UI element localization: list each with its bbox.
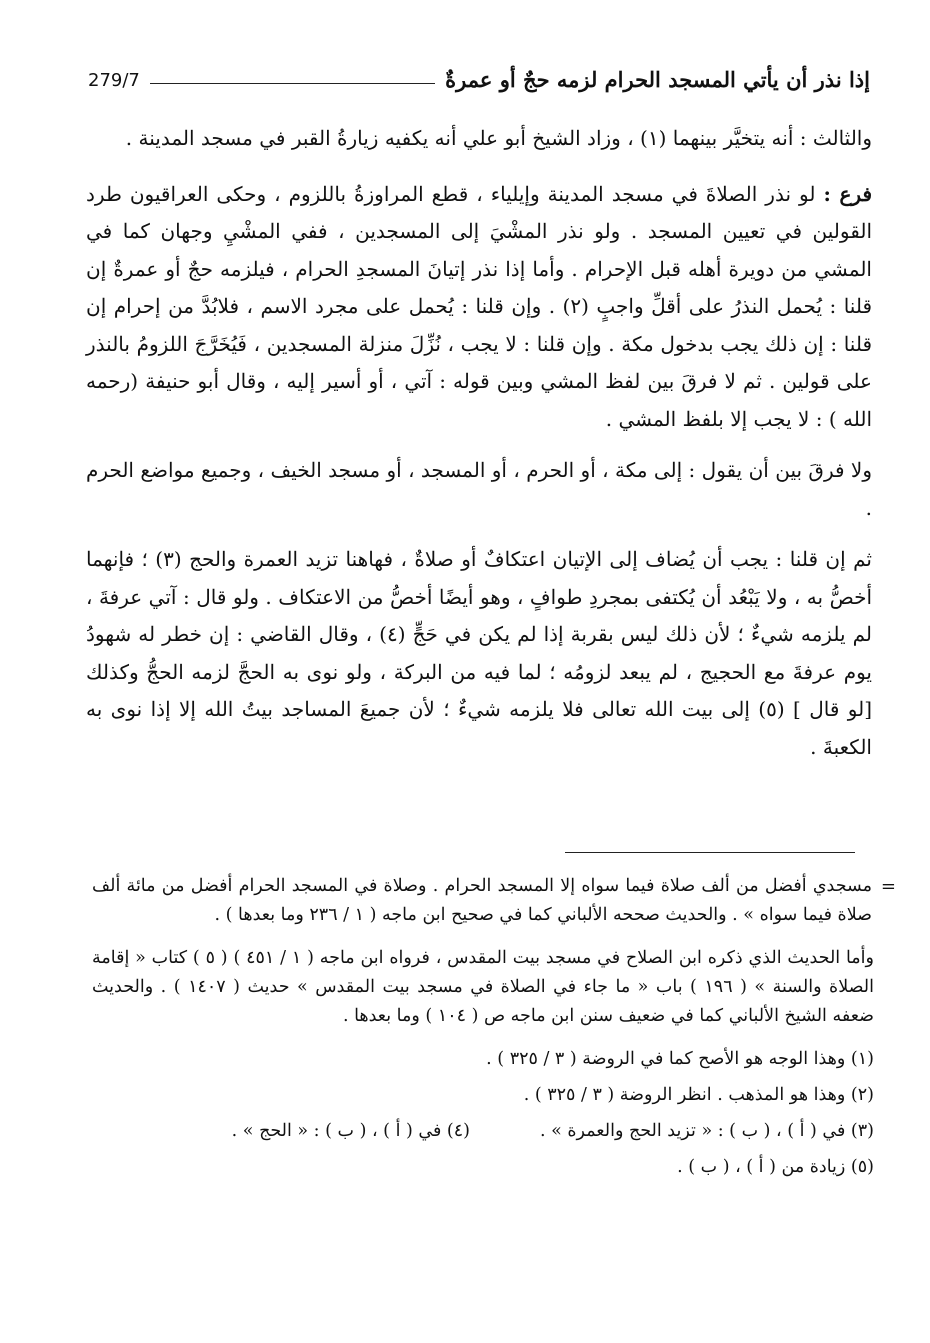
paragraph-third-view: والثالث : أنه يتخيَّر بينهما (١) ، وزاد الشيخ أبو علي أنه يكفيه زيارةُ القبر في مسجد المدينة . <box>125 126 872 150</box>
header-rule <box>150 83 435 84</box>
footnote-1: (١) وهذا الوجه هو الأصح كما في الروضة ( ٣ / ٣٢٥ ) . <box>486 1049 874 1069</box>
footnote-separator <box>565 852 855 853</box>
branch-text: لو نذر الصلاةَ في مسجد المدينة وإيلياء ، قطع المراوزةُ باللزوم ، وحكى العراقيون طرد القولين في تعيين المسجد . ولو نذر المشْيَ إلى المسجدين ، ففي المشْيِ وجهان كما في المشي من دويرة أهله قبل الإحرام . وأما إذا نذر إتيانَ المسجدِ الحرام ، فيلزمه حجٌ أو عمرةٌ إن قلنا : يُحمل النذرُ على أقلِّ واجبٍ (٢) . وإن قلنا : يُحمل على مجرد الاسم ، فلابُدَّ من إحرام إن قلنا : إن ذلك يجب بدخول مكة . وإن قلنا : لا يجب ، نُزِّلَ منزلة المسجدين ، فَيُخَرَّجَ اللزومُ بالنذر على قولين . ثم لا فرقَ بين لفظ المشي وبين قوله : آتي ، أو أسير إليه ، وقال أبو حنيفة (رحمه الله ) : لا يجب إلا بلفظ المشي . <box>86 181 873 431</box>
branch-label: فرع : <box>823 181 873 206</box>
footnote-continuation <box>92 872 896 930</box>
footnote-list <box>92 1045 874 1182</box>
footnotes-area <box>92 872 896 1189</box>
paragraph-no-difference: ولا فرقَ بين أن يقول : إلى مكة ، أو الحرم ، أو المسجد ، أو مسجد الخيف ، وجميع مواضع الحرم . <box>86 458 872 520</box>
paragraph-branch <box>86 176 872 439</box>
running-header <box>88 52 870 92</box>
paragraph-arafah: ثم إن قلنا : يجب أن يُضاف إلى الإتيان اعتكافٌ أو صلاةٌ ، فهاهنا تزيد العمرة والحج (٣) ؛ فإنهما أخصُّ به ، ولا يَبْعُد أن يُكتفى بمجردِ طوافٍ ، وهو أيضًا أخصُّ من الاعتكاف . ولو قال : آتي عرفةَ ، لم يلزمه شيءٌ ؛ لأن ذلك ليس بقربة إذا لم يكن في حَجٍّ (٤) ، وقال القاضي : إن خطر له شهودُ يوم عرفةَ مع الحجيج ، لم يبعد لزومُه ؛ لما فيه من البركة ، ولو نوى به الحجَّ لزمه الحجُّ وكذلك [لو قال ] (٥) إلى بيت الله تعالى فلا يلزمه شيءٌ ؛ لأن جميعَ المساجد بيتُ الله إلا إذا نوى به الكعبةَ . <box>86 547 872 759</box>
footnote-2: (٢) وهذا هو المذهب . انظر الروضة ( ٣ / ٣٢٥ ) . <box>523 1085 874 1105</box>
continuation-mark: = <box>880 876 896 897</box>
page-number: 279/7 <box>88 70 140 91</box>
footnote-5: (٥) زيادة من ( أ ) ، ( ب ) . <box>677 1157 874 1177</box>
footnote-3: (٣) في ( أ ) ، ( ب ) : « تزيد الحج والعمرة » . <box>539 1121 874 1141</box>
footnote-4: (٤) في ( أ ) ، ( ب ) : « الحج » . <box>231 1121 470 1141</box>
footnote-row-3-4 <box>92 1117 874 1153</box>
header-title: إذا نذر أن يأتي المسجد الحرام لزمه حجٌ أو عمرةٌ <box>445 67 870 92</box>
continuation-text: مسجدي أفضل من ألف صلاة فيما سواه إلا المسجد الحرام . وصلاة في المسجد الحرام أفضل من مائة ألف صلاة فيما سواه » . والحديث صححه الألباني كما في صحيح ابن ماجه ( ١ / ٢٣٦ وما بعدها ) . <box>92 876 872 925</box>
footnote-paragraph: وأما الحديث الذي ذكره ابن الصلاح في مسجد بيت المقدس ، فرواه ابن ماجه ( ١ / ٤٥١ ) ( ٥ ) كتاب « إقامة الصلاة والسنة » ( ١٩٦ ) باب « ما جاء في الصلاة في مسجد بيت المقدس » حديث ( ١٤٠٧ ) . والحديث ضعفه الشيخ الألباني كما في ضعيف سنن ابن ماجه ص ( ١٠٤ ) وما بعدها . <box>92 948 875 1026</box>
main-text <box>86 120 872 780</box>
